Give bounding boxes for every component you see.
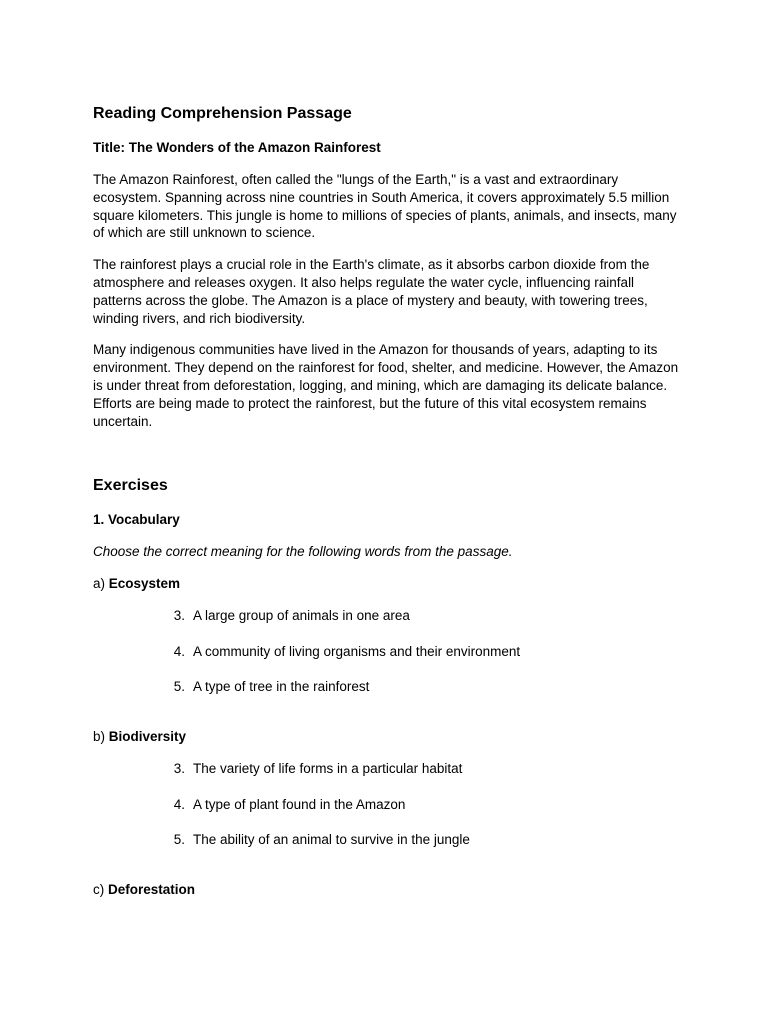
question-biodiversity [93, 728, 683, 746]
option-number: 4. [173, 643, 185, 659]
option-number: 5. [173, 679, 185, 695]
option-item [93, 796, 683, 814]
option-item [93, 760, 683, 778]
options-list-ecosystem [93, 607, 683, 696]
option-text: A type of plant found in the Amazon [193, 796, 406, 812]
question-deforestation [93, 881, 683, 899]
option-number: 4. [173, 796, 185, 812]
option-item [93, 678, 683, 696]
document-heading: Reading Comprehension Passage [93, 105, 352, 122]
question-word: Biodiversity [108, 729, 187, 745]
option-text: A community of living organisms and their environment [193, 643, 521, 659]
options-list-biodiversity [93, 760, 683, 849]
question-prefix: b) [93, 729, 109, 745]
option-text: A large group of animals in one area [193, 608, 410, 624]
option-number: 3. [173, 608, 185, 624]
passage-paragraph-3: Many indigenous communities have lived in the Amazon for thousands of years, adapting to its environment. They depend on the rainforest for food, shelter, and medicine. However, the Amazon is under threat from deforestation, logging, and mining, which are damaging its delicate balance. Efforts are being made to protect the rainforest, but the future of this vital ecosystem remains uncertain. [93, 342, 679, 429]
question-prefix: a) [93, 576, 109, 592]
vocabulary-instruction: Choose the correct meaning for the following words from the passage. [93, 544, 513, 560]
option-text: The variety of life forms in a particular habitat [193, 761, 463, 777]
option-item [93, 643, 683, 661]
question-word: Ecosystem [108, 576, 181, 592]
vocabulary-heading: 1. Vocabulary [93, 512, 180, 528]
exercises-heading: Exercises [93, 477, 168, 495]
option-number: 5. [173, 831, 185, 847]
option-text: The ability of an animal to survive in the jungle [193, 831, 470, 847]
question-prefix: c) [93, 881, 108, 897]
question-word: Deforestation [108, 881, 196, 897]
option-item [93, 831, 683, 849]
option-text: A type of tree in the rainforest [193, 679, 370, 695]
question-ecosystem [93, 575, 683, 593]
option-number: 3. [173, 761, 185, 777]
passage-paragraph-2: The rainforest plays a crucial role in the Earth's climate, as it absorbs carbon dioxide from the atmosphere and releases oxygen. It also helps regulate the water cycle, influencing rainfall patterns across the globe. The Amazon is a place of mystery and beauty, with towering trees, winding rivers, and rich biodiversity. [93, 257, 650, 326]
passage-paragraph-1: The Amazon Rainforest, often called the "lungs of the Earth," is a vast and extraordinary ecosystem. Spanning across nine countries in South America, it covers approximately 5.5 million square kilometers. This jungle is home to millions of species of plants, animals, and insects, many of which are still unknown to science. [93, 172, 677, 241]
document-page [93, 104, 683, 913]
passage-title: Title: The Wonders of the Amazon Rainforest [93, 140, 381, 155]
option-item [93, 607, 683, 625]
